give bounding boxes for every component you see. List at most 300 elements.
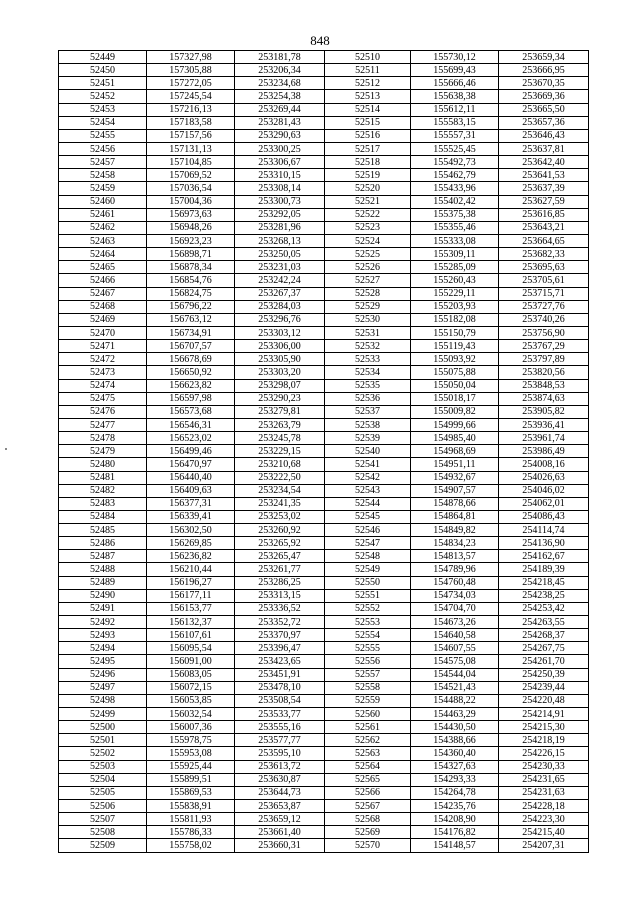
point-number-cell: 52552	[325, 602, 411, 615]
table-row	[59, 103, 589, 116]
table-row	[59, 655, 589, 668]
point-number-cell: 52452	[59, 90, 147, 103]
table-row	[59, 51, 589, 64]
table-row	[59, 326, 589, 339]
point-number-cell: 52556	[325, 655, 411, 668]
y-coordinate-cell: 253986,49	[499, 445, 589, 458]
table-row	[59, 379, 589, 392]
point-number-cell: 52537	[325, 405, 411, 418]
table-row	[59, 510, 589, 523]
point-number-cell: 52566	[325, 786, 411, 799]
x-coordinate-cell: 154849,82	[411, 524, 499, 537]
x-coordinate-cell: 156132,37	[147, 616, 235, 629]
table-row	[59, 340, 589, 353]
point-number-cell: 52559	[325, 694, 411, 707]
point-number-cell: 52490	[59, 589, 147, 602]
point-number-cell: 52547	[325, 537, 411, 550]
x-coordinate-cell: 156923,23	[147, 234, 235, 247]
table-row	[59, 642, 589, 655]
y-coordinate-cell: 253740,26	[499, 313, 589, 326]
x-coordinate-cell: 156499,46	[147, 445, 235, 458]
y-coordinate-cell: 253669,36	[499, 90, 589, 103]
point-number-cell: 52475	[59, 392, 147, 405]
point-number-cell: 52454	[59, 116, 147, 129]
point-number-cell: 52499	[59, 708, 147, 721]
point-number-cell: 52479	[59, 445, 147, 458]
point-number-cell: 52534	[325, 366, 411, 379]
y-coordinate-cell: 253616,85	[499, 208, 589, 221]
point-number-cell: 52464	[59, 248, 147, 261]
x-coordinate-cell: 154704,70	[411, 602, 499, 615]
y-coordinate-cell: 253286,25	[235, 576, 325, 589]
x-coordinate-cell: 154360,40	[411, 747, 499, 760]
y-coordinate-cell: 253265,47	[235, 550, 325, 563]
y-coordinate-cell: 254267,75	[499, 642, 589, 655]
y-coordinate-cell: 254136,90	[499, 537, 589, 550]
point-number-cell: 52546	[325, 524, 411, 537]
y-coordinate-cell: 253695,63	[499, 261, 589, 274]
point-number-cell: 52531	[325, 326, 411, 339]
x-coordinate-cell: 154264,78	[411, 786, 499, 799]
table-row	[59, 142, 589, 155]
x-coordinate-cell: 154235,76	[411, 800, 499, 813]
x-coordinate-cell: 154932,67	[411, 471, 499, 484]
x-coordinate-cell: 156678,69	[147, 353, 235, 366]
table-row	[59, 129, 589, 142]
x-coordinate-cell: 155730,12	[411, 51, 499, 64]
point-number-cell: 52492	[59, 616, 147, 629]
y-coordinate-cell: 253613,72	[235, 760, 325, 773]
x-coordinate-cell: 157131,13	[147, 142, 235, 155]
x-coordinate-cell: 157104,85	[147, 156, 235, 169]
point-number-cell: 52476	[59, 405, 147, 418]
table-row	[59, 77, 589, 90]
y-coordinate-cell: 254215,30	[499, 721, 589, 734]
point-number-cell: 52495	[59, 655, 147, 668]
table-row	[59, 773, 589, 786]
x-coordinate-cell: 155492,73	[411, 156, 499, 169]
y-coordinate-cell: 253659,34	[499, 51, 589, 64]
y-coordinate-cell: 253396,47	[235, 642, 325, 655]
y-coordinate-cell: 253290,23	[235, 392, 325, 405]
point-number-cell: 52564	[325, 760, 411, 773]
x-coordinate-cell: 155182,08	[411, 313, 499, 326]
y-coordinate-cell: 253577,77	[235, 734, 325, 747]
x-coordinate-cell: 156072,15	[147, 681, 235, 694]
x-coordinate-cell: 155612,11	[411, 103, 499, 116]
x-coordinate-cell: 155666,46	[411, 77, 499, 90]
x-coordinate-cell: 156573,68	[147, 405, 235, 418]
point-number-cell: 52542	[325, 471, 411, 484]
point-number-cell: 52488	[59, 563, 147, 576]
x-coordinate-cell: 156597,98	[147, 392, 235, 405]
x-coordinate-cell: 155150,79	[411, 326, 499, 339]
point-number-cell: 52539	[325, 432, 411, 445]
x-coordinate-cell: 154968,69	[411, 445, 499, 458]
y-coordinate-cell: 253269,44	[235, 103, 325, 116]
y-coordinate-cell: 254114,74	[499, 524, 589, 537]
y-coordinate-cell: 253306,67	[235, 156, 325, 169]
x-coordinate-cell: 157183,58	[147, 116, 235, 129]
y-coordinate-cell: 253670,35	[499, 77, 589, 90]
y-coordinate-cell: 254231,63	[499, 786, 589, 799]
y-coordinate-cell: 253279,81	[235, 405, 325, 418]
point-number-cell: 52482	[59, 484, 147, 497]
x-coordinate-cell: 154607,55	[411, 642, 499, 655]
x-coordinate-cell: 155462,79	[411, 169, 499, 182]
point-number-cell: 52463	[59, 234, 147, 247]
point-number-cell: 52522	[325, 208, 411, 221]
y-coordinate-cell: 253705,61	[499, 274, 589, 287]
y-coordinate-cell: 253308,14	[235, 182, 325, 195]
y-coordinate-cell: 254250,39	[499, 668, 589, 681]
y-coordinate-cell: 253370,97	[235, 629, 325, 642]
point-number-cell: 52528	[325, 287, 411, 300]
point-number-cell: 52461	[59, 208, 147, 221]
y-coordinate-cell: 254230,33	[499, 760, 589, 773]
y-coordinate-cell: 253303,12	[235, 326, 325, 339]
y-coordinate-cell: 253451,91	[235, 668, 325, 681]
point-number-cell: 52516	[325, 129, 411, 142]
x-coordinate-cell: 155075,88	[411, 366, 499, 379]
table-row	[59, 182, 589, 195]
y-coordinate-cell: 254268,37	[499, 629, 589, 642]
y-coordinate-cell: 253229,15	[235, 445, 325, 458]
table-row	[59, 458, 589, 471]
x-coordinate-cell: 155525,45	[411, 142, 499, 155]
table-row	[59, 484, 589, 497]
y-coordinate-cell: 253234,54	[235, 484, 325, 497]
y-coordinate-cell: 253905,82	[499, 405, 589, 418]
x-coordinate-cell: 154734,03	[411, 589, 499, 602]
point-number-cell: 52563	[325, 747, 411, 760]
y-coordinate-cell: 254215,40	[499, 826, 589, 839]
point-number-cell: 52568	[325, 813, 411, 826]
point-number-cell: 52474	[59, 379, 147, 392]
point-number-cell: 52500	[59, 721, 147, 734]
y-coordinate-cell: 253260,92	[235, 524, 325, 537]
x-coordinate-cell: 156269,85	[147, 537, 235, 550]
x-coordinate-cell: 157327,98	[147, 51, 235, 64]
x-coordinate-cell: 156083,05	[147, 668, 235, 681]
y-coordinate-cell: 253300,73	[235, 195, 325, 208]
x-coordinate-cell: 156095,54	[147, 642, 235, 655]
point-number-cell: 52502	[59, 747, 147, 760]
y-coordinate-cell: 253661,40	[235, 826, 325, 839]
x-coordinate-cell: 156898,71	[147, 248, 235, 261]
point-number-cell: 52538	[325, 418, 411, 431]
y-coordinate-cell: 253241,35	[235, 497, 325, 510]
y-coordinate-cell: 254086,43	[499, 510, 589, 523]
table-row	[59, 800, 589, 813]
table-row	[59, 274, 589, 287]
table-row	[59, 760, 589, 773]
y-coordinate-cell: 253665,50	[499, 103, 589, 116]
x-coordinate-cell: 154640,58	[411, 629, 499, 642]
x-coordinate-cell: 155978,75	[147, 734, 235, 747]
table-row	[59, 392, 589, 405]
point-number-cell: 52557	[325, 668, 411, 681]
x-coordinate-cell: 156650,92	[147, 366, 235, 379]
table-row	[59, 786, 589, 799]
x-coordinate-cell: 154999,66	[411, 418, 499, 431]
y-coordinate-cell: 253245,78	[235, 432, 325, 445]
table-row	[59, 681, 589, 694]
table-row	[59, 405, 589, 418]
point-number-cell: 52545	[325, 510, 411, 523]
point-number-cell: 52548	[325, 550, 411, 563]
point-number-cell: 52449	[59, 51, 147, 64]
y-coordinate-cell: 254253,42	[499, 602, 589, 615]
x-coordinate-cell: 157245,54	[147, 90, 235, 103]
table-row	[59, 313, 589, 326]
table-row	[59, 353, 589, 366]
x-coordinate-cell: 154176,82	[411, 826, 499, 839]
table-row	[59, 221, 589, 234]
point-number-cell: 52567	[325, 800, 411, 813]
x-coordinate-cell: 156707,57	[147, 340, 235, 353]
x-coordinate-cell: 155638,38	[411, 90, 499, 103]
x-coordinate-cell: 155433,96	[411, 182, 499, 195]
x-coordinate-cell: 155838,91	[147, 800, 235, 813]
point-number-cell: 52530	[325, 313, 411, 326]
x-coordinate-cell: 154463,29	[411, 708, 499, 721]
y-coordinate-cell: 254228,18	[499, 800, 589, 813]
x-coordinate-cell: 155786,33	[147, 826, 235, 839]
point-number-cell: 52470	[59, 326, 147, 339]
y-coordinate-cell: 253261,77	[235, 563, 325, 576]
y-coordinate-cell: 253423,65	[235, 655, 325, 668]
x-coordinate-cell: 156948,26	[147, 221, 235, 234]
x-coordinate-cell: 155009,82	[411, 405, 499, 418]
point-number-cell: 52467	[59, 287, 147, 300]
x-coordinate-cell: 154430,50	[411, 721, 499, 734]
x-coordinate-cell: 155953,08	[147, 747, 235, 760]
table-row	[59, 90, 589, 103]
y-coordinate-cell: 253767,29	[499, 340, 589, 353]
x-coordinate-cell: 156007,36	[147, 721, 235, 734]
x-coordinate-cell: 156053,85	[147, 694, 235, 707]
point-number-cell: 52466	[59, 274, 147, 287]
x-coordinate-cell: 155375,38	[411, 208, 499, 221]
point-number-cell: 52453	[59, 103, 147, 116]
point-number-cell: 52460	[59, 195, 147, 208]
y-coordinate-cell: 253595,10	[235, 747, 325, 760]
x-coordinate-cell: 155402,42	[411, 195, 499, 208]
x-coordinate-cell: 155557,31	[411, 129, 499, 142]
table-row	[59, 589, 589, 602]
x-coordinate-cell: 155203,93	[411, 300, 499, 313]
point-number-cell: 52517	[325, 142, 411, 155]
x-coordinate-cell: 157004,36	[147, 195, 235, 208]
y-coordinate-cell: 254223,30	[499, 813, 589, 826]
point-number-cell: 52501	[59, 734, 147, 747]
x-coordinate-cell: 154148,57	[411, 839, 499, 852]
point-number-cell: 52514	[325, 103, 411, 116]
point-number-cell: 52551	[325, 589, 411, 602]
x-coordinate-cell: 155285,09	[411, 261, 499, 274]
y-coordinate-cell: 253641,53	[499, 169, 589, 182]
table-row	[59, 169, 589, 182]
point-number-cell: 52489	[59, 576, 147, 589]
y-coordinate-cell: 254162,67	[499, 550, 589, 563]
point-number-cell: 52553	[325, 616, 411, 629]
x-coordinate-cell: 156623,82	[147, 379, 235, 392]
table-row	[59, 195, 589, 208]
table-row	[59, 497, 589, 510]
point-number-cell: 52513	[325, 90, 411, 103]
x-coordinate-cell: 155093,92	[411, 353, 499, 366]
point-number-cell: 52533	[325, 353, 411, 366]
point-number-cell: 52543	[325, 484, 411, 497]
x-coordinate-cell: 154673,26	[411, 616, 499, 629]
point-number-cell: 52496	[59, 668, 147, 681]
y-coordinate-cell: 253265,92	[235, 537, 325, 550]
y-coordinate-cell: 253637,81	[499, 142, 589, 155]
y-coordinate-cell: 253756,90	[499, 326, 589, 339]
y-coordinate-cell: 254261,70	[499, 655, 589, 668]
y-coordinate-cell: 253666,95	[499, 64, 589, 77]
point-number-cell: 52562	[325, 734, 411, 747]
x-coordinate-cell: 154208,90	[411, 813, 499, 826]
x-coordinate-cell: 154789,96	[411, 563, 499, 576]
table-row	[59, 366, 589, 379]
x-coordinate-cell: 154521,43	[411, 681, 499, 694]
point-number-cell: 52497	[59, 681, 147, 694]
point-number-cell: 52544	[325, 497, 411, 510]
y-coordinate-cell: 253263,79	[235, 418, 325, 431]
point-number-cell: 52506	[59, 800, 147, 813]
y-coordinate-cell: 253300,25	[235, 142, 325, 155]
y-coordinate-cell: 253267,37	[235, 287, 325, 300]
y-coordinate-cell: 253222,50	[235, 471, 325, 484]
y-coordinate-cell: 254008,16	[499, 458, 589, 471]
y-coordinate-cell: 253181,78	[235, 51, 325, 64]
x-coordinate-cell: 156854,76	[147, 274, 235, 287]
y-coordinate-cell: 253533,77	[235, 708, 325, 721]
y-coordinate-cell: 253627,59	[499, 195, 589, 208]
table-row	[59, 418, 589, 431]
x-coordinate-cell: 155119,43	[411, 340, 499, 353]
point-number-cell: 52468	[59, 300, 147, 313]
point-number-cell: 52498	[59, 694, 147, 707]
x-coordinate-cell: 154575,08	[411, 655, 499, 668]
point-number-cell: 52457	[59, 156, 147, 169]
point-number-cell: 52451	[59, 77, 147, 90]
x-coordinate-cell: 157036,54	[147, 182, 235, 195]
point-number-cell: 52455	[59, 129, 147, 142]
y-coordinate-cell: 254263,55	[499, 616, 589, 629]
x-coordinate-cell: 155758,02	[147, 839, 235, 852]
point-number-cell: 52511	[325, 64, 411, 77]
y-coordinate-cell: 254214,91	[499, 708, 589, 721]
table-row	[59, 156, 589, 169]
table-row	[59, 64, 589, 77]
point-number-cell: 52503	[59, 760, 147, 773]
y-coordinate-cell: 254239,44	[499, 681, 589, 694]
x-coordinate-cell: 156091,00	[147, 655, 235, 668]
y-coordinate-cell: 254207,31	[499, 839, 589, 852]
table-row	[59, 602, 589, 615]
page-number: 848	[310, 33, 330, 48]
y-coordinate-cell: 253254,38	[235, 90, 325, 103]
point-number-cell: 52565	[325, 773, 411, 786]
y-coordinate-cell: 254238,25	[499, 589, 589, 602]
table-row	[59, 708, 589, 721]
x-coordinate-cell: 156153,77	[147, 602, 235, 615]
y-coordinate-cell: 253646,43	[499, 129, 589, 142]
point-number-cell: 52472	[59, 353, 147, 366]
y-coordinate-cell: 254220,48	[499, 694, 589, 707]
point-number-cell: 52527	[325, 274, 411, 287]
x-coordinate-cell: 156032,54	[147, 708, 235, 721]
y-coordinate-cell: 253296,76	[235, 313, 325, 326]
table-row	[59, 248, 589, 261]
point-number-cell: 52521	[325, 195, 411, 208]
y-coordinate-cell: 253874,63	[499, 392, 589, 405]
table-row	[59, 734, 589, 747]
x-coordinate-cell: 154878,66	[411, 497, 499, 510]
x-coordinate-cell: 155811,93	[147, 813, 235, 826]
y-coordinate-cell: 253660,31	[235, 839, 325, 852]
y-coordinate-cell: 253727,76	[499, 300, 589, 313]
table-row	[59, 694, 589, 707]
point-number-cell: 52491	[59, 602, 147, 615]
table-row	[59, 629, 589, 642]
x-coordinate-cell: 156470,97	[147, 458, 235, 471]
x-coordinate-cell: 154985,40	[411, 432, 499, 445]
point-number-cell: 52512	[325, 77, 411, 90]
y-coordinate-cell: 253630,87	[235, 773, 325, 786]
x-coordinate-cell: 156824,75	[147, 287, 235, 300]
table-row	[59, 432, 589, 445]
x-coordinate-cell: 156973,63	[147, 208, 235, 221]
x-coordinate-cell: 155899,51	[147, 773, 235, 786]
table-row	[59, 747, 589, 760]
y-coordinate-cell: 253682,33	[499, 248, 589, 261]
point-number-cell: 52535	[325, 379, 411, 392]
point-number-cell: 52507	[59, 813, 147, 826]
point-number-cell: 52473	[59, 366, 147, 379]
y-coordinate-cell: 253281,43	[235, 116, 325, 129]
y-coordinate-cell: 253936,41	[499, 418, 589, 431]
x-coordinate-cell: 154834,23	[411, 537, 499, 550]
y-coordinate-cell: 253313,15	[235, 589, 325, 602]
table-row	[59, 445, 589, 458]
point-number-cell: 52536	[325, 392, 411, 405]
point-number-cell: 52493	[59, 629, 147, 642]
y-coordinate-cell: 253659,12	[235, 813, 325, 826]
x-coordinate-cell: 155260,43	[411, 274, 499, 287]
point-number-cell: 52561	[325, 721, 411, 734]
x-coordinate-cell: 155925,44	[147, 760, 235, 773]
y-coordinate-cell: 254218,45	[499, 576, 589, 589]
y-coordinate-cell: 254231,65	[499, 773, 589, 786]
x-coordinate-cell: 155333,08	[411, 234, 499, 247]
table-row	[59, 616, 589, 629]
x-coordinate-cell: 155869,53	[147, 786, 235, 799]
x-coordinate-cell: 155229,11	[411, 287, 499, 300]
x-coordinate-cell: 156546,31	[147, 418, 235, 431]
table-row	[59, 208, 589, 221]
y-coordinate-cell: 253284,03	[235, 300, 325, 313]
point-number-cell: 52524	[325, 234, 411, 247]
y-coordinate-cell: 254218,19	[499, 734, 589, 747]
y-coordinate-cell: 254226,15	[499, 747, 589, 760]
y-coordinate-cell: 253206,34	[235, 64, 325, 77]
x-coordinate-cell: 154327,63	[411, 760, 499, 773]
point-number-cell: 52456	[59, 142, 147, 155]
